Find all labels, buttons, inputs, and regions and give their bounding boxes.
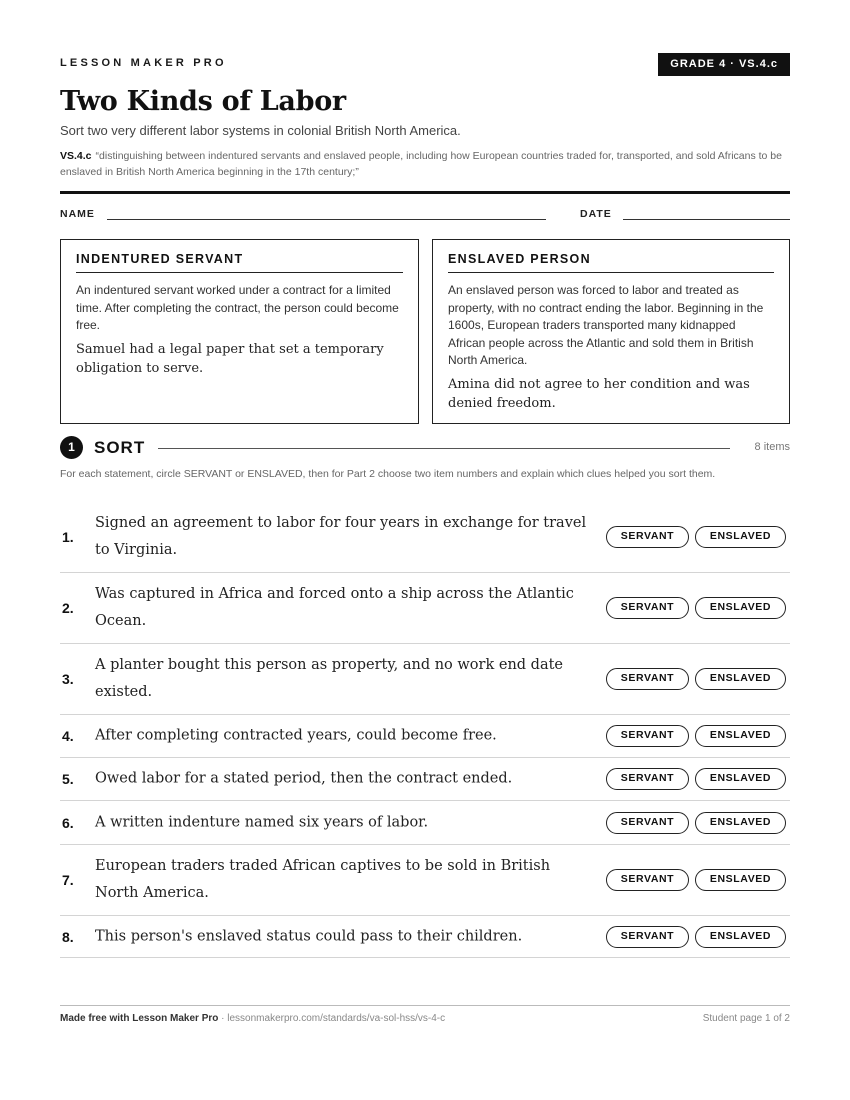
footer-credit (60, 1013, 445, 1024)
servant-choice[interactable]: SERVANT (606, 725, 689, 747)
sort-item-6 (60, 801, 790, 845)
section-header-sort (60, 436, 790, 460)
sort-item-2 (60, 573, 790, 644)
item-statement: This person's enslaved status could pass to their children. (95, 928, 523, 944)
item-number: 6. (62, 814, 74, 831)
servant-choice[interactable]: SERVANT (606, 812, 689, 834)
brand-name: LESSON MAKER PRO (60, 57, 227, 69)
name-label: NAME (60, 208, 95, 220)
sort-item-8 (60, 916, 790, 958)
choice-group (606, 725, 788, 747)
enslaved-choice[interactable]: ENSLAVED (695, 926, 786, 948)
page-subtitle: Sort two very different labor systems in colonial British North America. (60, 123, 461, 138)
section-divider (158, 448, 730, 449)
sort-item-3 (60, 644, 790, 715)
item-number: 8. (62, 928, 74, 945)
item-statement: Owed labor for a stated period, then the contract ended. (95, 770, 513, 787)
section-instructions: For each statement, circle SERVANT or ENSLAVED, then for Part 2 choose two item numbers and explain which clues helped you sort them. (60, 468, 716, 480)
item-statement: European traders traded African captives to be sold in British North America. (95, 858, 551, 901)
choice-group (606, 526, 788, 548)
servant-choice[interactable]: SERVANT (606, 597, 689, 619)
choice-group (606, 926, 788, 948)
enslaved-choice[interactable]: ENSLAVED (695, 812, 786, 834)
enslaved-choice[interactable]: ENSLAVED (695, 869, 786, 891)
definition-heading: ENSLAVED PERSON (448, 252, 774, 273)
definition-story: Amina did not agree to her condition and was denied freedom. (448, 376, 750, 411)
date-label: DATE (580, 208, 612, 220)
sort-items-list (60, 502, 790, 958)
definition-text: An enslaved person was forced to labor and treated as property, with no contract ending the labor. Beginning in the 1600s, European traders transported many kidnapped African people across the Atlantic and sold them in British North America. (448, 283, 764, 367)
enslaved-choice[interactable]: ENSLAVED (695, 768, 786, 790)
sort-item-7 (60, 845, 790, 916)
sort-item-1 (60, 502, 790, 573)
definition-text: An indentured servant worked under a contract for a limited time. After completing the contract, the person could become free. (76, 283, 399, 332)
servant-choice[interactable]: SERVANT (606, 526, 689, 548)
enslaved-choice[interactable]: ENSLAVED (695, 725, 786, 747)
grade-badge: GRADE 4 · VS.4.c (658, 53, 790, 76)
item-statement: Signed an agreement to labor for four years in exchange for travel to Virginia. (95, 515, 587, 558)
date-field[interactable] (623, 219, 790, 220)
item-number: 5. (62, 771, 74, 787)
servant-choice[interactable]: SERVANT (606, 926, 689, 948)
definition-heading: INDENTURED SERVANT (76, 252, 403, 273)
standard-text: “distinguishing between indentured servants and enslaved people, including how European countries traded for, transported, and sold Africans to be enslaved in British North America beginning in the 17th century;” (60, 150, 782, 178)
item-number: 1. (62, 529, 74, 545)
servant-choice[interactable]: SERVANT (606, 668, 689, 690)
footer-url: · lessonmakerpro.com/standards/va-sol-hss/vs-4-c (218, 1013, 446, 1024)
sort-item-4 (60, 715, 790, 758)
definition-story: Samuel had a legal paper that set a temporary obligation to serve. (76, 341, 384, 376)
item-count: 8 items (754, 441, 790, 453)
item-number: 2. (62, 600, 74, 616)
choice-group (606, 869, 788, 891)
footer-made-with: Made free with Lesson Maker Pro (60, 1013, 219, 1024)
servant-choice[interactable]: SERVANT (606, 869, 689, 891)
servant-choice[interactable]: SERVANT (606, 768, 689, 790)
footer-page-number: Student page 1 of 2 (702, 1013, 790, 1024)
choice-group (606, 768, 788, 790)
header-bar (60, 52, 790, 78)
item-number: 7. (62, 872, 74, 888)
choice-group (606, 597, 788, 619)
item-statement: A planter bought this person as property, and no work end date existed. (95, 657, 564, 700)
item-number: 3. (62, 671, 74, 687)
section-title: SORT (94, 438, 146, 457)
definition-card-servant (60, 239, 419, 424)
step-number-badge: 1 (60, 436, 83, 459)
item-number: 4. (62, 728, 74, 744)
item-statement: A written indenture named six years of labor. (95, 814, 429, 830)
sort-item-5 (60, 758, 790, 801)
footer-divider (60, 1005, 790, 1006)
header-divider (60, 191, 790, 194)
page-title: Two Kinds of Labor (60, 86, 346, 117)
item-statement: Was captured in Africa and forced onto a ship across the Atlantic Ocean. (95, 586, 574, 629)
name-field[interactable] (107, 219, 546, 220)
standard-description (60, 148, 790, 180)
definition-card-enslaved (432, 239, 790, 424)
choice-group (606, 668, 788, 690)
worksheet-page (60, 0, 790, 1100)
standard-code: VS.4.c (60, 150, 92, 162)
choice-group (606, 812, 788, 834)
name-date-row (60, 207, 790, 221)
enslaved-choice[interactable]: ENSLAVED (695, 597, 786, 619)
enslaved-choice[interactable]: ENSLAVED (695, 668, 786, 690)
enslaved-choice[interactable]: ENSLAVED (695, 526, 786, 548)
item-statement: After completing contracted years, could become free. (95, 727, 497, 744)
